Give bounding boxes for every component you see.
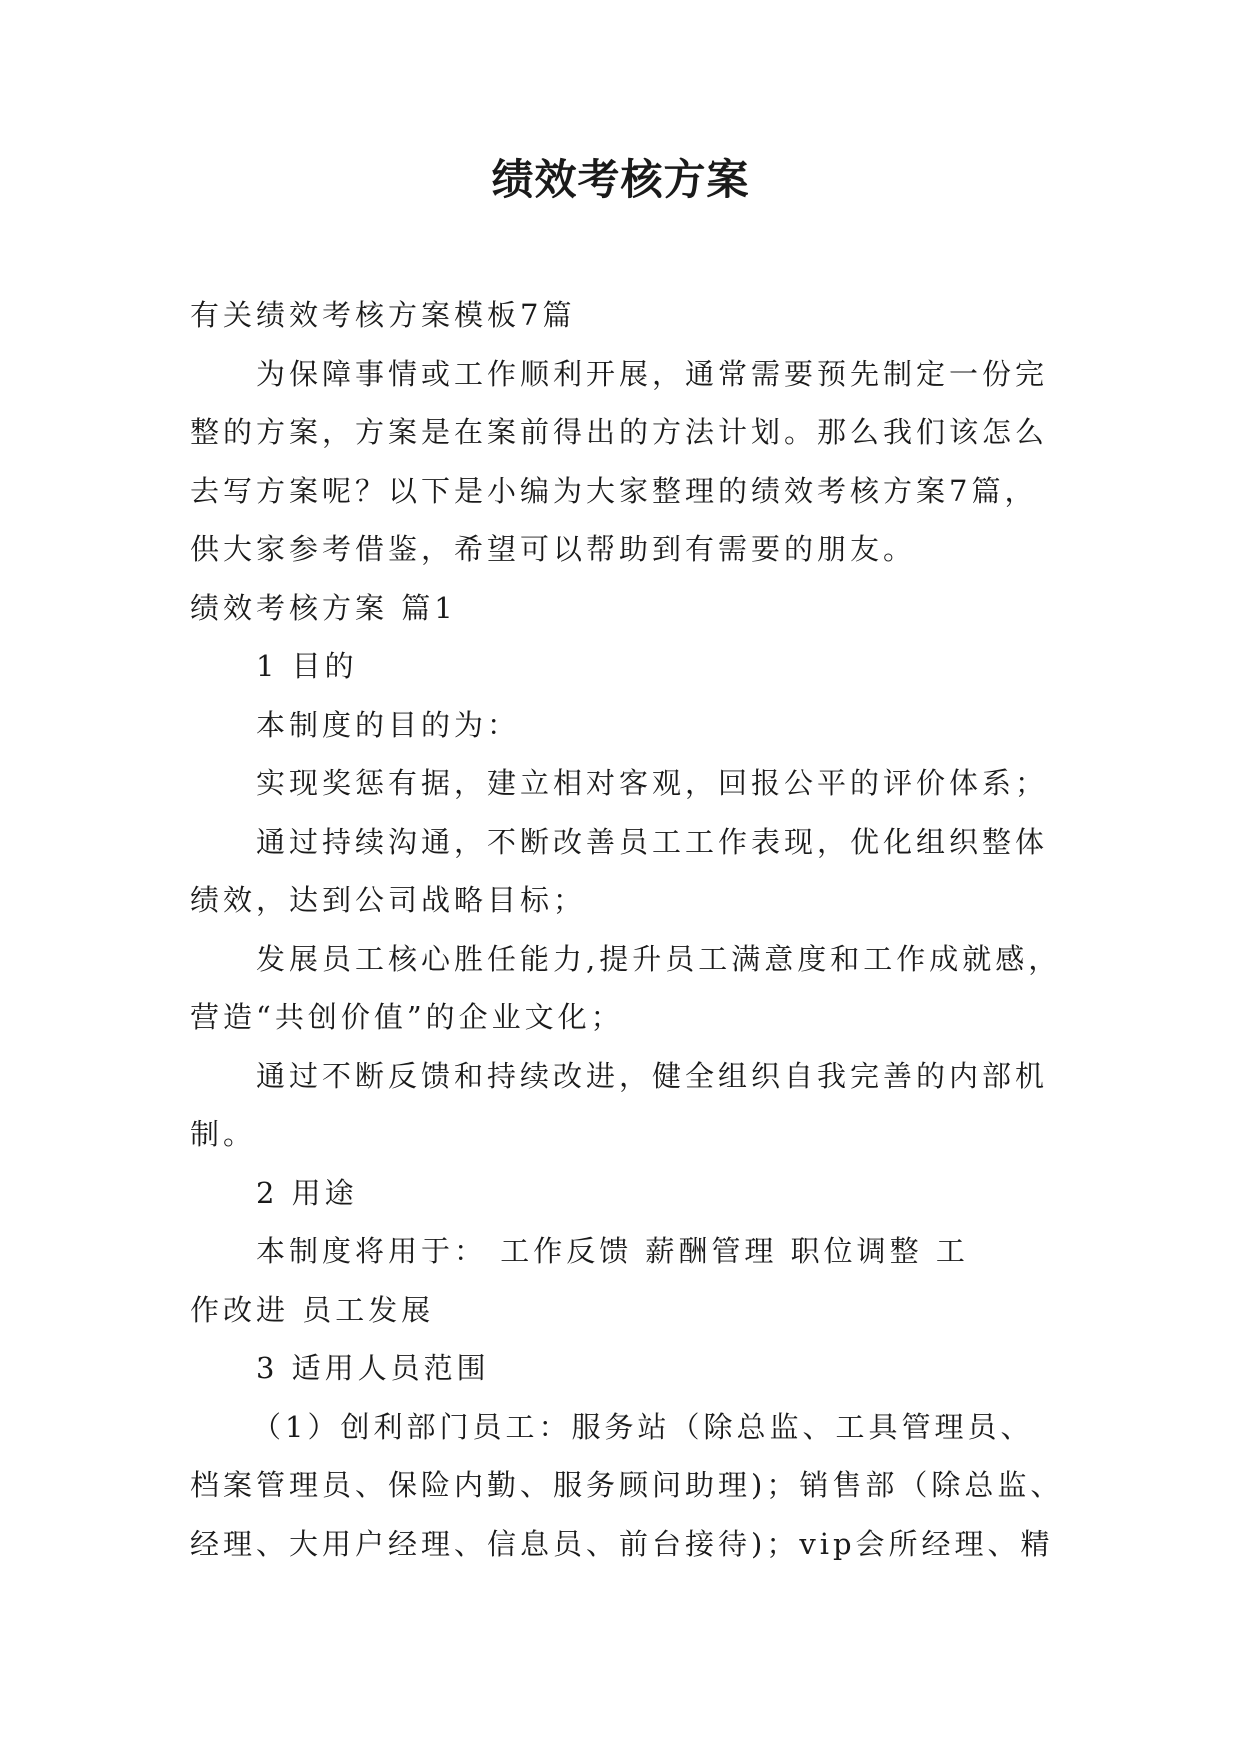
- subsection-heading: 3 适用人员范围: [256, 1351, 490, 1385]
- paragraph-line: 绩效，达到公司战略目标；: [190, 883, 587, 917]
- paragraph-line: 实现奖惩有据，建立相对客观，回报公平的评价体系；: [256, 766, 1049, 800]
- intro-line: 为保障事情或工作顺利开展，通常需要预先制定一份完: [256, 356, 1049, 391]
- subsection-heading: 1 目的: [256, 649, 358, 683]
- paragraph-line: 制。: [190, 1117, 257, 1151]
- doc-subtitle-line: 有关绩效考核方案模板7篇: [190, 298, 576, 332]
- intro-line: 整的方案，方案是在案前得出的方法计划。那么我们该怎么: [190, 415, 1049, 449]
- paragraph-line: 档案管理员、保险内勤、服务顾问助理)；销售部（除总监、: [190, 1468, 1064, 1502]
- intro-line: 去写方案呢？以下是小编为大家整理的绩效考核方案7篇，: [190, 473, 1038, 508]
- paragraph-line: 本制度将用于： 工作反馈 薪酬管理 职位调整 工: [256, 1234, 969, 1268]
- section-heading: 绩效考核方案 篇1: [190, 590, 457, 625]
- paragraph-line: （1）创利部门员工：服务站（除总监、工具管理员、: [252, 1409, 1034, 1444]
- paragraph-line: 发展员工核心胜任能力,提升员工满意度和工作成就感，: [256, 941, 1062, 976]
- paragraph-line: 通过不断反馈和持续改进，健全组织自我完善的内部机: [256, 1058, 1049, 1093]
- intro-line: 供大家参考借鉴，希望可以帮助到有需要的朋友。: [190, 532, 917, 566]
- subsection-heading: 2 用途: [256, 1175, 358, 1210]
- document-body: [190, 286, 1070, 1573]
- document-title: 绩效考核方案: [491, 155, 750, 204]
- paragraph-line: 通过持续沟通，不断改善员工工作表现，优化组织整体: [256, 824, 1049, 859]
- paragraph-line: 营造“共创价值”的企业文化；: [190, 1000, 624, 1034]
- paragraph-line: 经理、大用户经理、信息员、前台接待)；vip会所经理、精: [190, 1526, 1054, 1561]
- paragraph-line: 本制度的目的为：: [256, 707, 521, 742]
- paragraph-line: 作改进 员工发展: [190, 1292, 435, 1327]
